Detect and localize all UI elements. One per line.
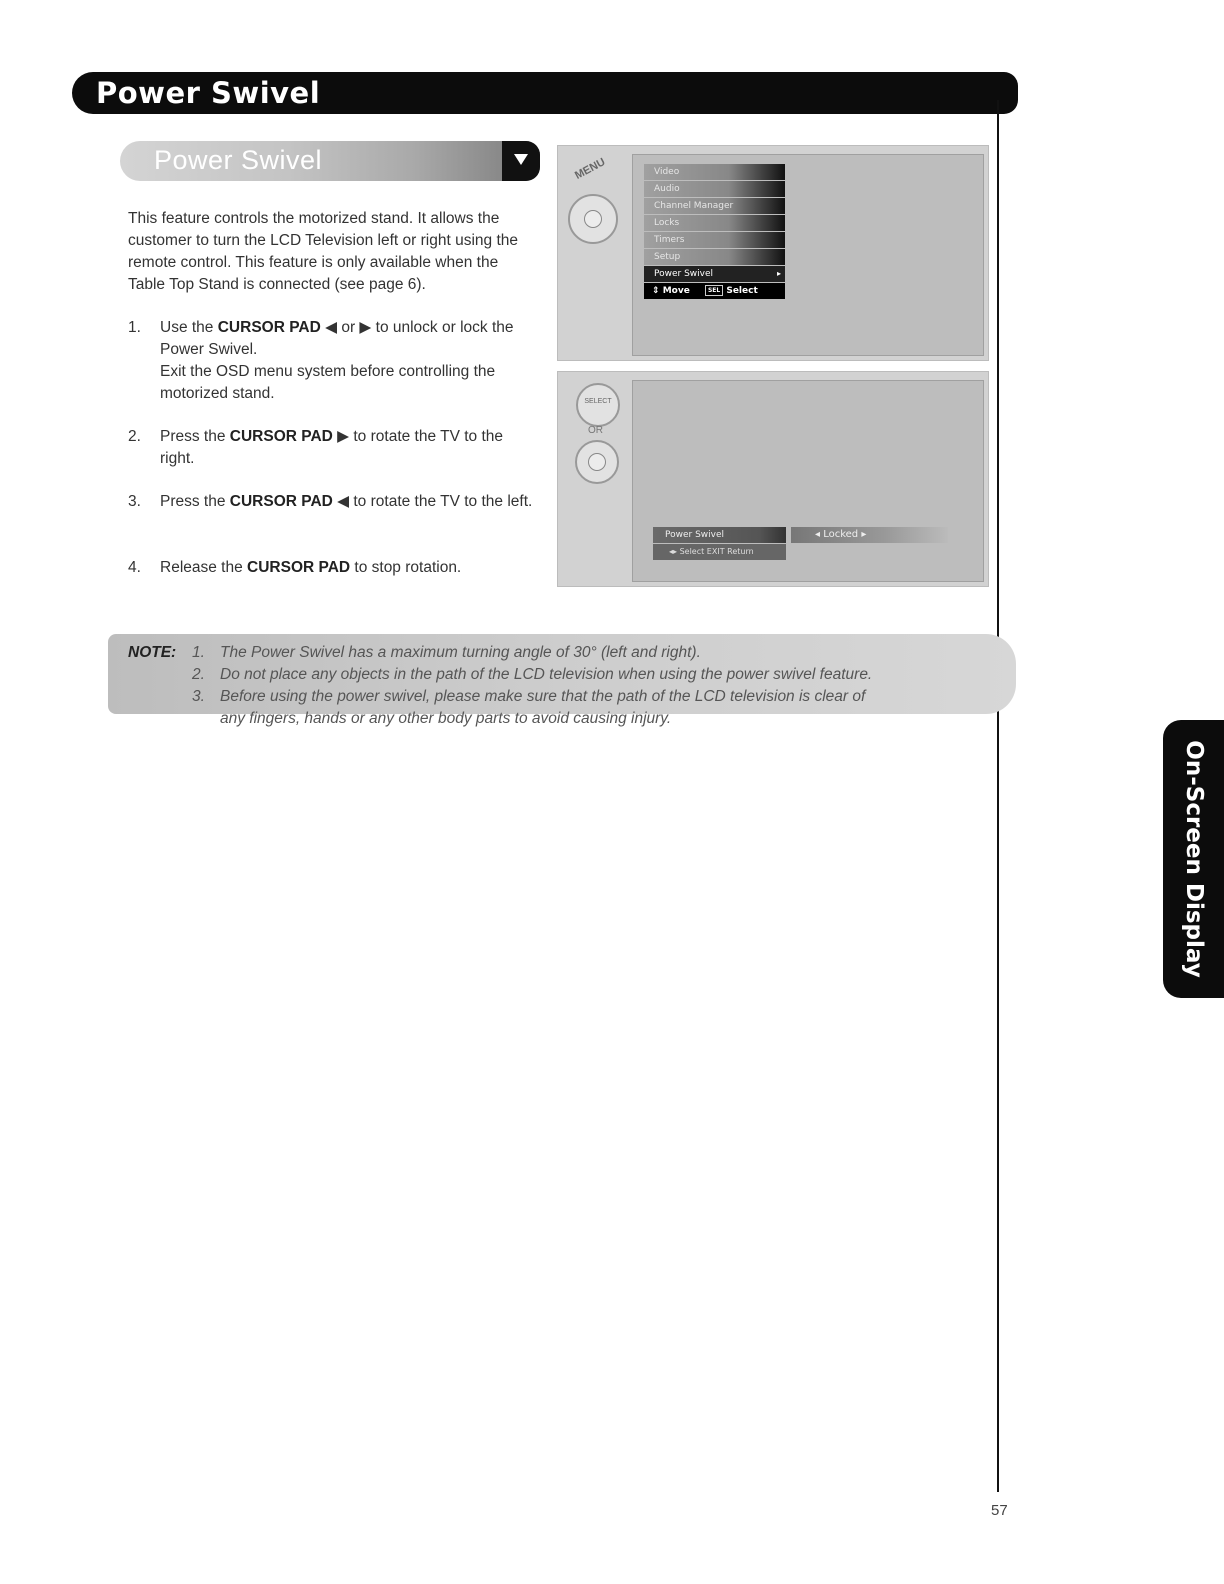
note-number: 1. [192, 644, 205, 661]
step-key: CURSOR PAD [229, 493, 333, 510]
step-key: CURSOR PAD [229, 428, 333, 445]
footer-select-label: Select [726, 286, 758, 296]
note-text: Before using the power swivel, please make sure that the path of the LCD television is clear of [220, 688, 866, 705]
osd-selected-label: Power Swivel [654, 269, 714, 279]
page-title-bar [72, 72, 1018, 114]
setting-label: Power Swivel [653, 527, 786, 543]
right-arrow-icon: ▸ [776, 269, 781, 278]
sel-key-icon: SEL [705, 285, 723, 296]
step-text: ▶ to rotate the TV to the right. [160, 428, 504, 467]
intro-paragraph: This feature controls the motorized stand. It allows the customer to turn the LCD Television left or right using the remote control. This feature is only available when the Table Top Stand is connected (see page 6). [128, 210, 518, 293]
note-text: any fingers, hands or any other body parts to avoid causing injury. [220, 710, 672, 727]
side-tab [1163, 720, 1224, 998]
select-button-icon [576, 383, 620, 427]
step-text: ◀ or ▶ to unlock or lock the Power Swivel. [160, 319, 514, 358]
note-text: Do not place any objects in the path of the LCD television when using the power swivel feature. [220, 666, 873, 683]
osd-menu-item: Locks [644, 215, 785, 231]
osd-menu-item: Timers [644, 232, 785, 248]
page-title: Power Swivel [96, 76, 321, 110]
or-label: OR [588, 425, 603, 436]
step-number: 4. [128, 559, 141, 576]
note-box [108, 634, 1016, 727]
side-tab-label: On-Screen Display [1180, 740, 1207, 978]
step-number: 2. [128, 428, 141, 445]
cursor-pad-icon [568, 194, 618, 244]
step-2 [128, 426, 538, 470]
osd-menu-item: Setup [644, 249, 785, 265]
right-rule [997, 100, 999, 1492]
step-number: 1. [128, 319, 141, 336]
step-text: Use the [160, 319, 218, 336]
step-text: Release the [160, 559, 248, 576]
page-number: 57 [991, 1502, 1008, 1519]
osd-menu-item: Audio [644, 181, 785, 197]
osd-menu [644, 164, 785, 299]
step-text: to stop rotation. [350, 559, 462, 576]
down-arrow-icon [502, 141, 540, 181]
step-key: CURSOR PAD [247, 559, 351, 576]
setting-value: ◂ Locked ▸ [791, 527, 948, 543]
note-number: 2. [192, 666, 205, 683]
note-text: The Power Swivel has a maximum turning angle of 30° (left and right). [220, 644, 701, 661]
osd-menu-item: Channel Manager [644, 198, 785, 214]
setting-footer: ◂▸ Select EXIT Return [653, 544, 786, 560]
osd-menu-item: Video [644, 164, 785, 180]
step-4 [128, 557, 538, 579]
move-arrows-icon: ⇕ [652, 286, 660, 296]
step-text: Press the [160, 428, 230, 445]
step-text: ◀ to rotate the TV to the left. [332, 493, 533, 510]
menu-button-label: MENU [573, 156, 608, 182]
step-subtext: Exit the OSD menu system before controlling the motorized stand. [160, 363, 496, 402]
note-number: 3. [192, 688, 205, 705]
cursor-pad-icon [575, 440, 619, 484]
step-text: Press the [160, 493, 230, 510]
step-key: CURSOR PAD [217, 319, 321, 336]
select-key-label: SELECT [584, 398, 612, 405]
note-label: NOTE: [128, 644, 177, 661]
osd-setting-bar [653, 527, 948, 561]
step-3 [128, 491, 538, 513]
step-number: 3. [128, 493, 141, 510]
osd-footer [644, 283, 785, 299]
section-banner [120, 141, 540, 181]
footer-move-label: Move [662, 286, 690, 296]
section-subtitle: Power Swivel [154, 145, 323, 175]
step-1 [128, 317, 538, 405]
osd-menu-item-selected [644, 266, 785, 282]
